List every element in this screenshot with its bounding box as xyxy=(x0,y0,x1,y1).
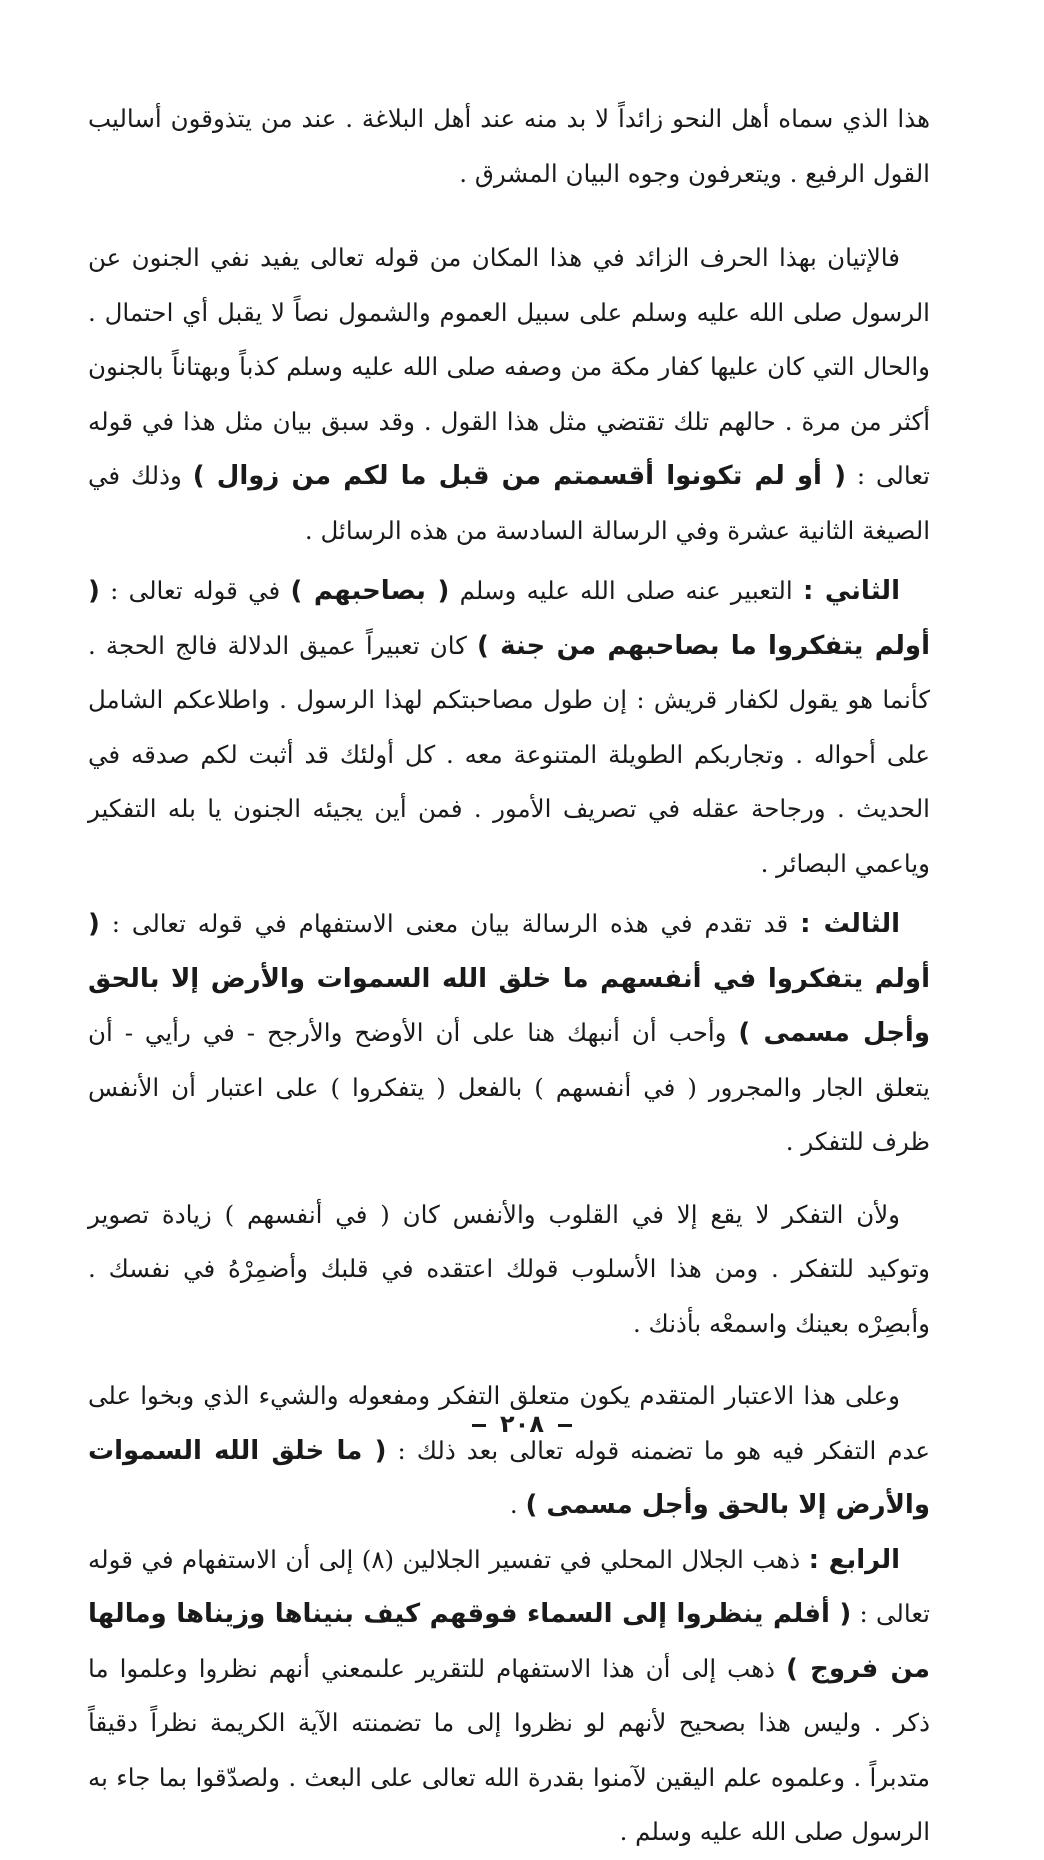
body-text: وعلى هذا الاعتبار المتقدم يكون متعلق التفكر ومفعوله والشيء الذي وبخوا على عدم التفكر فيه هو ما تضمنه قوله تعالى بعد ذلك : xyxy=(88,1381,930,1465)
emphasized-text: الثالث : xyxy=(800,909,900,939)
dash-left xyxy=(472,1424,486,1427)
paragraph-7 xyxy=(88,1533,930,1860)
page-body xyxy=(88,92,930,1860)
emphasized-text: ( بصاحبهم ) xyxy=(290,576,450,606)
emphasized-text: ( أو لم تكونوا أقسمتم من قبل ما لكم من زوال ) xyxy=(192,461,846,491)
body-text: وذلك في الصيغة الثانية عشرة وفي الرسالة السادسة من هذه الرسائل . xyxy=(88,461,930,545)
page-number-text: ٢٠٨ xyxy=(500,1410,544,1438)
body-text: ذهب الجلال المحلي في تفسير الجلالين (٨) إلى أن الاستفهام في قوله تعالى : xyxy=(88,1544,930,1628)
emphasized-text: ( أولم يتفكروا في أنفسهم ما خلق الله السموات والأرض إلا بالحق وأجل مسمى ) xyxy=(88,909,931,1048)
dash-right xyxy=(558,1424,572,1427)
body-text: قد تقدم في هذه الرسالة بيان معنى الاستفهام في قوله تعالى : xyxy=(99,909,801,938)
paragraph-3 xyxy=(88,564,930,891)
emphasized-text: الرابع : xyxy=(808,1544,900,1575)
emphasized-text: ( أفلم ينظروا إلى السماء فوقهم كيف بنيناها وزيناها ومالها من فروج ) xyxy=(88,1599,930,1684)
paragraph-1 xyxy=(88,92,930,201)
body-text: هذا الذي سماه أهل النحو زائداً لا بد منه عند أهل البلاغة . عند من يتذوقون أساليب القول الرفيع . ويتعرفون وجوه البيان المشرق . xyxy=(88,104,930,188)
emphasized-text: ( ما خلق الله السموات والأرض إلا بالحق وأجل مسمى ) xyxy=(88,1435,930,1520)
body-text: ولأن التفكر لا يقع إلا في القلوب والأنفس كان ( في أنفسهم ) زيادة تصوير وتوكيد للتفكر . ومن هذا الأسلوب قولك اعتقده في قلبك وأضمِرْهُ في نفسك . وأبصِرْه بعينك واسمعْه بأذنك . xyxy=(88,1199,930,1338)
body-text: وأحب أن أنبهك هنا على أن الأوضح والأرجح - في رأيي - أن يتعلق الجار والمجرور ( في أنفسهم ) بالفعل ( يتفكروا ) على اعتبار أن الأنفس ظرف للتفكر . xyxy=(88,1018,930,1156)
paragraph-2 xyxy=(88,231,930,558)
paragraph-4 xyxy=(88,897,930,1170)
body-text: كان تعبيراً عميق الدلالة فالج الحجة . كأنما هو يقول لكفار قريش : إن طول مصاحبتكم لهذا الرسول . واطلاعكم الشامل على أحواله . وتجاربكم الطويلة المتنوعة معه . كل أولئك قد أثبت لكم صدقه في الحديث . ورجاحة عقله في تصريف الأمور . فمن أين يجيئه الجنون يا بله التفكير وياعمي البصائر . xyxy=(88,630,930,878)
page-number xyxy=(0,1410,1044,1438)
body-text: التعبير عنه صلى الله عليه وسلم xyxy=(449,576,803,605)
body-text: في قوله تعالى : xyxy=(99,576,291,605)
body-text: ذهب إلى أن هذا الاستفهام للتقرير علىمعني أنهم نظروا وعلموا ما ذكر . وليس هذا بصحيح لأنهم لو نظروا إلى ما تضمنته الآية الكريمة نظراً دقيقاً متدبراً . وعلموه علم اليقين لآمنوا بقدرة الله تعالى على البعث . ولصدّقوا بما جاء به الرسول صلى الله عليه وسلم . xyxy=(88,1653,930,1846)
emphasized-text: الثاني : xyxy=(802,576,900,606)
body-text: فالإتيان بهذا الحرف الزائد في هذا المكان من قوله تعالى يفيد نفي الجنون عن الرسول صلى الله عليه وسلم على سبيل العموم والشمول نصاً لا يقبل أي احتمال . والحال التي كان عليها كفار مكة من وصفه صلى الله عليه وسلم كذباً وبهتاناً بالجنون أكثر من مرة . حالهم تلك تقتضي مثل هذا القول . وقد سبق بيان مثل هذا في قوله تعالى : xyxy=(88,243,930,490)
body-text: . xyxy=(509,1490,526,1519)
emphasized-text: ( أولم يتفكروا ما بصاحبهم من جنة ) xyxy=(88,576,931,661)
paragraph-5 xyxy=(88,1188,930,1352)
paragraph-6 xyxy=(88,1369,930,1533)
